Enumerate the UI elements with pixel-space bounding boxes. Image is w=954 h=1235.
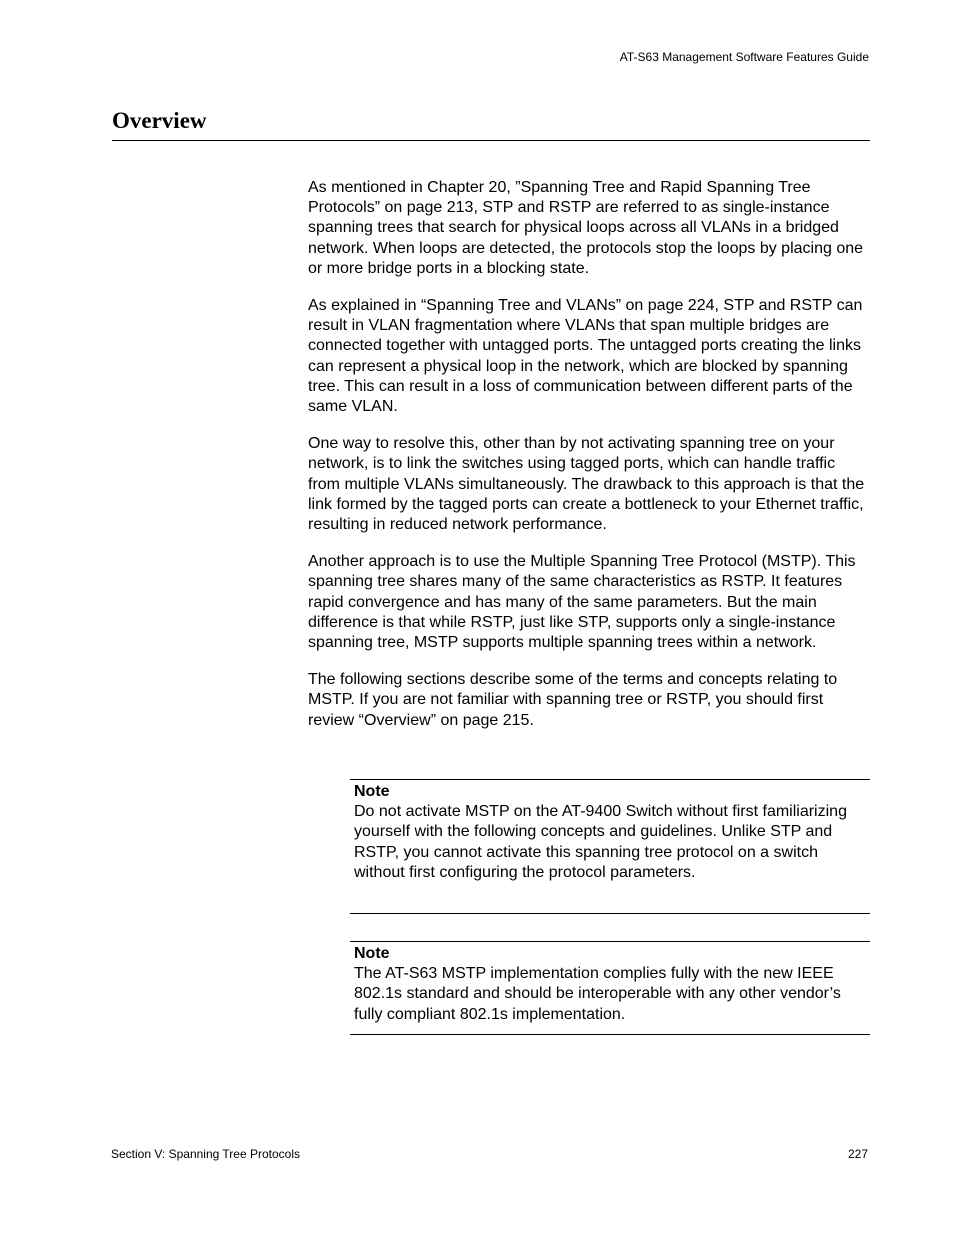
- note-box: [350, 941, 870, 1035]
- paragraph: Another approach is to use the Multiple Spanning Tree Protocol (MSTP). This spanning tree shares many of the same characteristics as RSTP. It features rapid convergence and has many of the same parameters. But the main difference is that while RSTP, just like STP, supports only a single-instance spanning tree, MSTP supports multiple spanning trees within a network.: [308, 553, 856, 652]
- paragraph: The following sections describe some of the terms and concepts relating to MSTP. If you are not familiar with spanning tree or RSTP, you should first review “Overview” on page 215.: [308, 671, 838, 729]
- note-label: Note: [354, 945, 390, 962]
- title-rule: [112, 140, 870, 141]
- page-number: 227: [847, 1147, 868, 1161]
- note-content: [350, 780, 870, 883]
- paragraph: One way to resolve this, other than by not activating spanning tree on your network, is to link the switches using tagged ports, which can handle traffic from multiple VLANs simultaneously. The drawback to this approach is that the link formed by the tagged ports can create a bottleneck to your Ethernet traffic, resulting in reduced network performance.: [308, 435, 865, 534]
- running-header: AT-S63 Management Software Features Guide: [619, 50, 869, 64]
- note-text: Do not activate MSTP on the AT-9400 Switch without first familiarizing yourself with the following concepts and guidelines. Unlike STP and RSTP, you cannot activate this spanning tree protocol on a switch without first configuring the protocol parameters.: [354, 803, 847, 881]
- paragraph: As explained in “Spanning Tree and VLANs” on page 224, STP and RSTP can result in VLAN fragmentation where VLANs that span multiple bridges are connected together with untagged ports. The untagged ports creating the links can represent a physical loop in the network, which are blocked by spanning tree. This can result in a loss of communication between different parts of the same VLAN.: [308, 297, 863, 416]
- note-text: The AT-S63 MSTP implementation complies fully with the new IEEE 802.1s standard and should be interoperable with any other vendor’s fully compliant 802.1s implementation.: [354, 965, 841, 1023]
- paragraph: As mentioned in Chapter 20, ”Spanning Tree and Rapid Spanning Tree Protocols” on page 213, STP and RSTP are referred to as single-instance spanning trees that search for physical loops across all VLANs in a bridged network. When loops are detected, the protocols stop the loops by placing one or more bridge ports in a blocking state.: [308, 179, 864, 277]
- section-title: Overview: [112, 108, 207, 133]
- note-label: Note: [354, 783, 390, 800]
- note-content: [350, 942, 870, 1025]
- body-text: [308, 178, 870, 748]
- note-box: [350, 779, 870, 914]
- footer-section-label: Section V: Spanning Tree Protocols: [111, 1147, 300, 1161]
